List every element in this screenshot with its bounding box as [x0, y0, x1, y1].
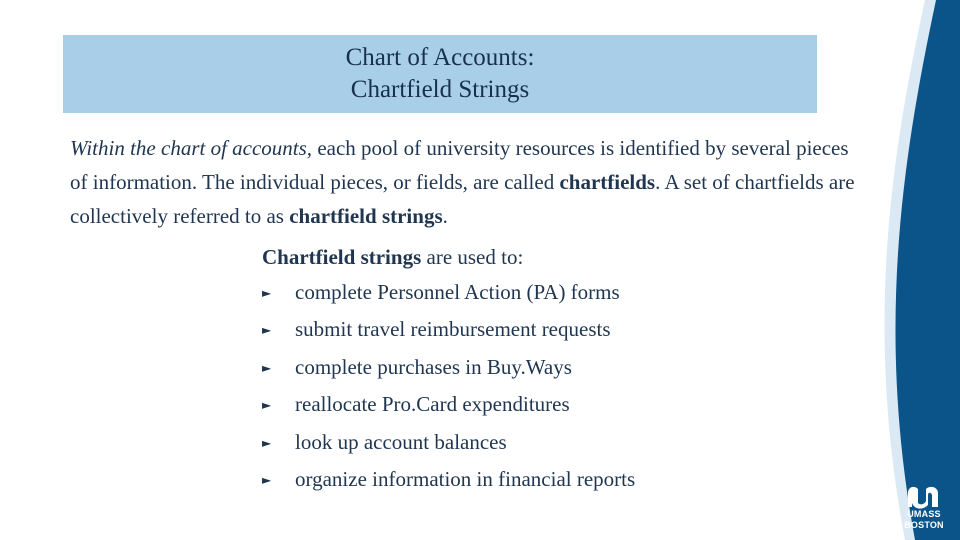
- list-item: [262, 312, 782, 350]
- list-item: [262, 425, 782, 463]
- logo-wordmark: [900, 509, 948, 531]
- uses-heading-rest: are used to:: [421, 245, 524, 269]
- title-line-1: Chart of Accounts:: [345, 44, 535, 71]
- list-item: [262, 387, 782, 425]
- intro-bold-chartfield-strings: chartfield strings: [289, 204, 443, 228]
- intro-text-2: . A set of chartfields are collectively referred to as: [70, 170, 855, 228]
- bullet-icon: ►: [262, 360, 272, 375]
- list-item-text: organize information in financial reports: [295, 467, 636, 491]
- uses-heading: [262, 240, 782, 275]
- logo-line-umass: UMASS: [907, 509, 941, 519]
- intro-italic-lead: Within the chart of accounts,: [70, 136, 313, 160]
- bullet-icon: ►: [262, 323, 272, 337]
- list-item: [262, 350, 782, 388]
- umass-logo-icon: [900, 483, 948, 509]
- list-item-text: look up account balances: [295, 429, 507, 454]
- bullet-icon: ►: [262, 398, 272, 412]
- title-banner: [63, 35, 817, 113]
- list-item: [262, 275, 782, 313]
- bullet-icon: ►: [262, 285, 272, 300]
- band-dark-fill: [895, 0, 960, 540]
- intro-text-3: .: [442, 204, 448, 228]
- title-line-2: Chartfield Strings: [350, 76, 530, 103]
- uses-heading-bold: Chartfield strings: [262, 245, 422, 269]
- list-item-text: submit travel reimbursement requests: [295, 317, 611, 341]
- logo-line-boston: BOSTON: [904, 520, 944, 530]
- umass-boston-logo: [900, 483, 950, 535]
- list-item-text: complete Personnel Action (PA) forms: [295, 279, 620, 304]
- uses-block: [262, 240, 782, 500]
- uses-list: [262, 275, 782, 500]
- intro-text-1: each pool of university resources is identified by several pieces of information. The individual pieces, or fields, are called: [70, 136, 849, 194]
- list-item: [262, 462, 782, 500]
- intro-paragraph: [70, 131, 860, 233]
- intro-bold-chartfields: chartfields: [559, 170, 656, 194]
- bullet-icon: ►: [262, 473, 272, 487]
- list-item-text: complete purchases in Buy.Ways: [295, 354, 572, 379]
- bullet-icon: ►: [262, 435, 272, 450]
- list-item-text: reallocate Pro.Card expenditures: [295, 392, 570, 416]
- decorative-right-band: [810, 0, 960, 540]
